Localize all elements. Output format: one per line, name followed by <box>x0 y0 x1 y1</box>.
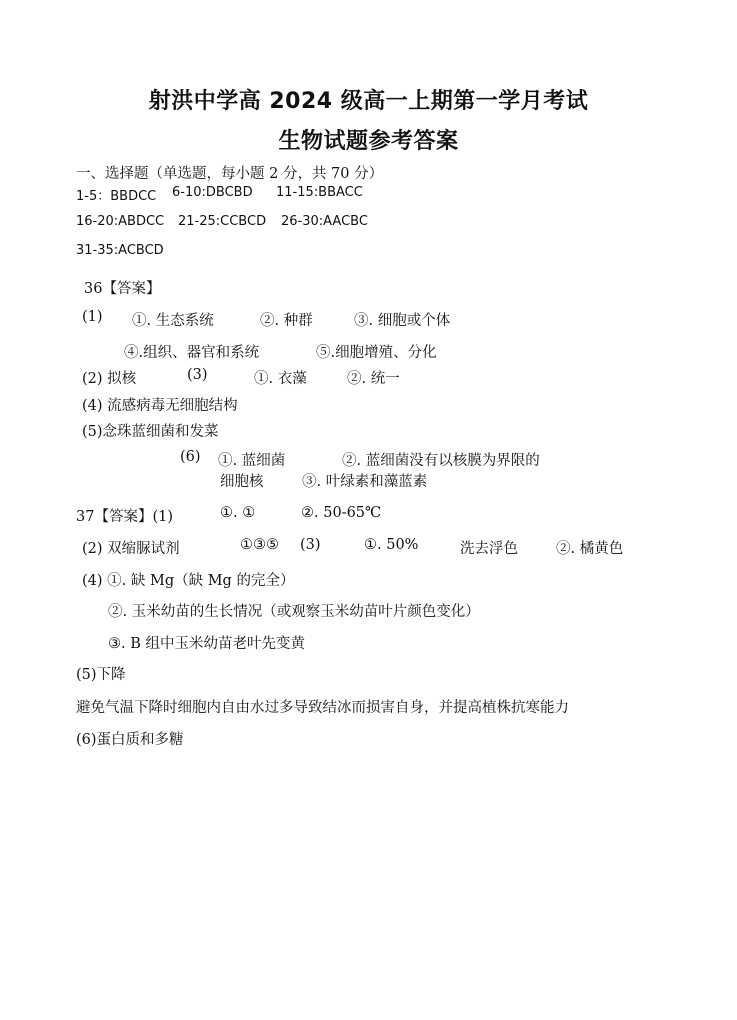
q37-part5: (5)下降 <box>76 667 126 683</box>
answer-text: ③. 叶绿素和藻蓝素 <box>302 474 428 490</box>
q37-part4: (4) ①. 缺 Mg（缺 Mg 的完全） <box>82 573 295 589</box>
q37-part6: (6)蛋白质和多糖 <box>76 732 184 748</box>
answer-text: ②. 50-65℃ <box>301 505 382 521</box>
answer-group: 26-30:AACBC <box>281 214 368 229</box>
answer-text: ②. 统一 <box>347 371 400 387</box>
answer-group: 16-20:ABDCC <box>76 214 165 229</box>
q36-header: 36【答案】 <box>84 281 161 297</box>
answer-text: ①. 50% <box>364 537 419 553</box>
answer-text: ⑤.细胞增殖、分化 <box>316 345 437 361</box>
q37-part5-text: 避免气温下降时细胞内自由水过多导致结冰而损害自身，并提高植株抗寒能力 <box>76 700 569 716</box>
answer-text: ①. 蓝细菌 <box>218 453 286 469</box>
section-heading: 一、选择题（单选题，每小题 2 分，共 70 分） <box>76 166 384 182</box>
answer-group: 11-15:BBACC <box>276 185 363 200</box>
answer-text: 洗去浮色 <box>460 541 518 557</box>
q36-part5: (5)念珠蓝细菌和发菜 <box>82 424 219 440</box>
answer-text: ③. 细胞或个体 <box>354 313 451 329</box>
answer-group: 31-35:ACBCD <box>76 243 164 258</box>
answer-group: 21-25:CCBCD <box>178 214 267 229</box>
page-title: 射洪中学高 2024 级高一上期第一学月考试 <box>148 89 589 114</box>
part-number: (6) <box>180 449 201 465</box>
answer-text: ②. 蓝细菌没有以核膜为界限的 <box>342 453 540 469</box>
answer-text: (2) 双缩脲试剂 <box>82 541 180 557</box>
answer-text: ①③⑤ <box>240 537 279 553</box>
part-number: (3) <box>300 537 321 553</box>
answer-text: ②. 橘黄色 <box>556 541 624 557</box>
page-subtitle: 生物试题参考答案 <box>278 129 459 154</box>
q36-part4: (4) 流感病毒无细胞结构 <box>82 398 238 414</box>
answer-text: 细胞核 <box>220 474 264 490</box>
q37-header: 37【答案】(1) <box>76 509 173 525</box>
answer-text: ①. 生态系统 <box>132 313 214 329</box>
answer-text: (2) 拟核 <box>82 371 137 387</box>
answer-text: ①. 衣藻 <box>254 371 307 387</box>
part-number: (1) <box>82 309 103 325</box>
answer-text: ④.组织、器官和系统 <box>124 345 260 361</box>
answer-group: 6-10:DBCBD <box>172 185 253 200</box>
answer-group: 1-5：BBDCC <box>76 189 157 204</box>
part-number: (3) <box>187 367 208 383</box>
q37-part4-b: ②. 玉米幼苗的生长情况（或观察玉米幼苗叶片颜色变化） <box>108 604 480 620</box>
answer-text: ①. ① <box>220 505 256 521</box>
q37-part4-c: ③. B 组中玉米幼苗老叶先变黄 <box>108 636 305 652</box>
answer-text: ②. 种群 <box>260 313 313 329</box>
